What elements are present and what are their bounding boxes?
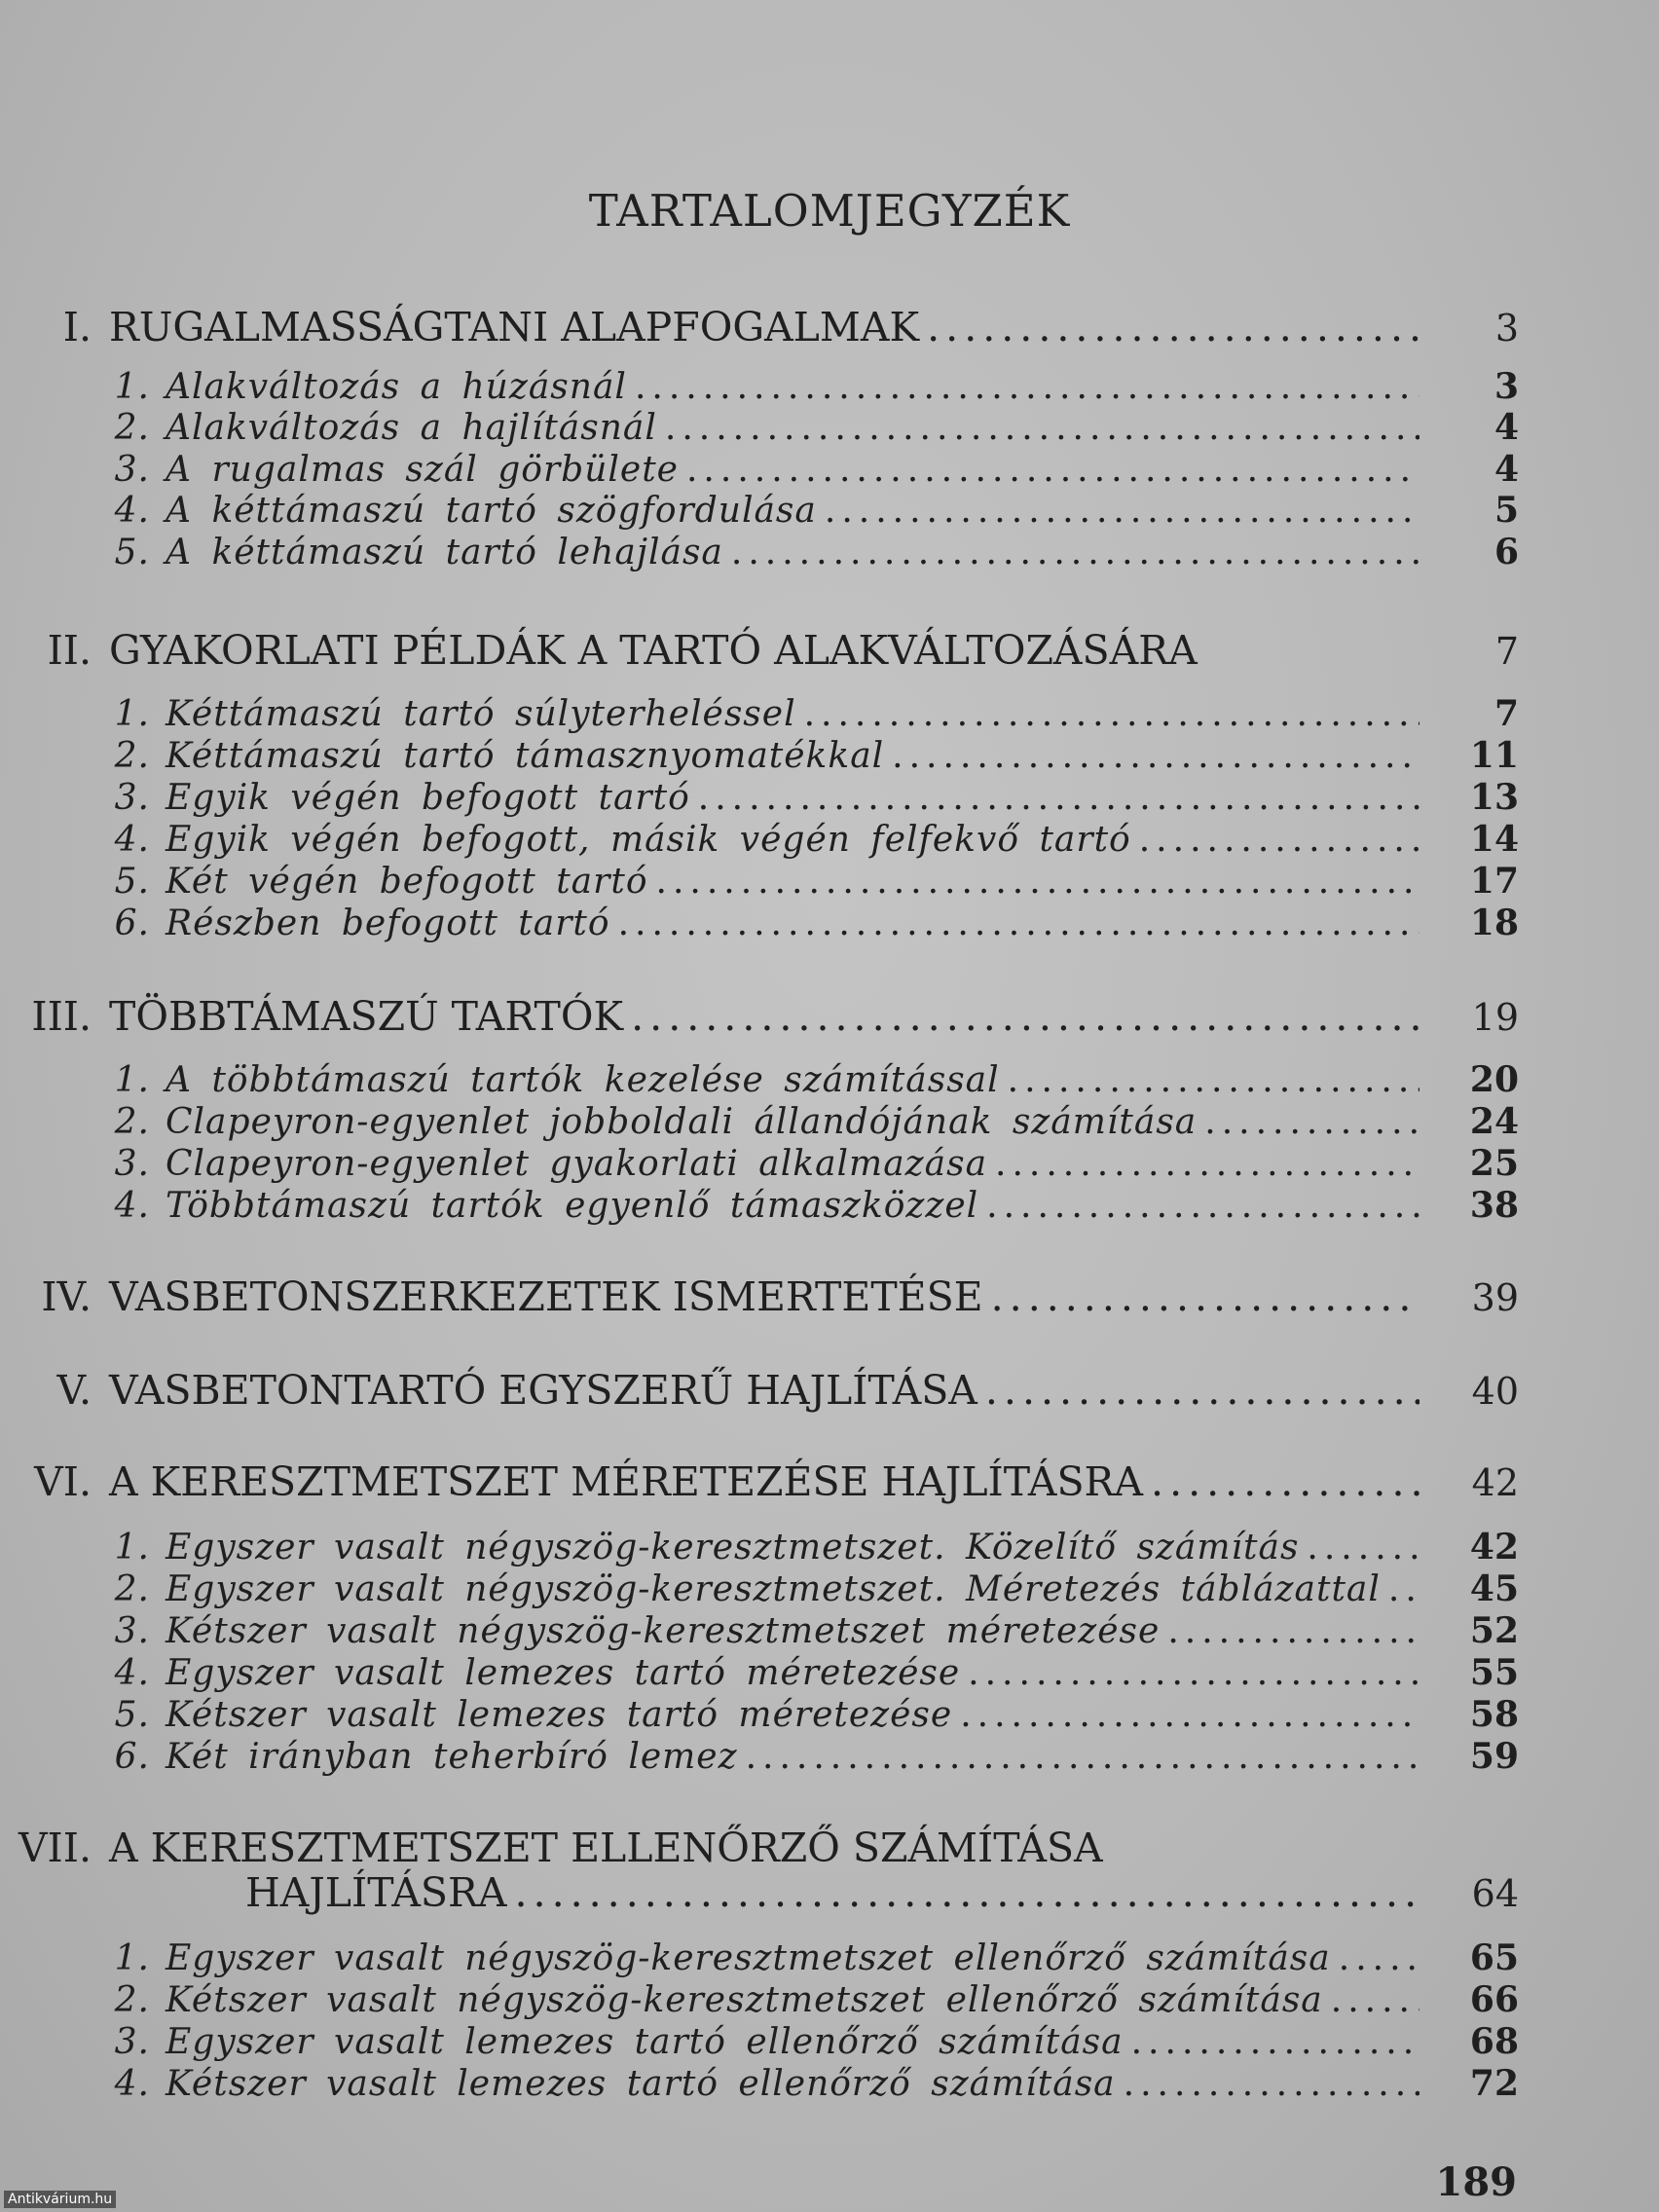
item-title: A kéttámaszú tartó szögfordulása — [166, 491, 817, 531]
section-page: 42 — [1471, 1461, 1519, 1504]
toc-item: 1. A többtámaszú tartók kezelése számítással ..... 20 — [107, 1059, 1519, 1100]
item-title: Kétszer vasalt lemezes tartó méretezése — [166, 1695, 953, 1735]
section-number: IV. — [41, 1273, 92, 1320]
dot-leader — [1339, 1938, 1419, 1978]
dot-leader — [825, 491, 1419, 531]
toc-item: 4. A kéttámaszú tartó szögfordulása ..... 5 — [107, 490, 1519, 531]
item-title: Két végén befogott tartó — [166, 862, 648, 902]
toc-section-3 — [0, 993, 1519, 1040]
item-title: Kétszer vasalt lemezes tartó ellenőrző számítása — [166, 2064, 1116, 2104]
toc-section-1 — [0, 304, 1519, 350]
dot-leader — [1307, 1528, 1419, 1567]
item-title: Alakváltozás a hajlításnál — [166, 408, 657, 448]
item-title: Alakváltozás a húzásnál — [166, 367, 627, 407]
item-page: 7 — [1493, 693, 1519, 734]
toc-item: 2. Egyszer vasalt négyszög-keresztmetszet. Méretezés táblázattal ..... 45 — [107, 1568, 1519, 1609]
toc-item: 4. Többtámaszú tartók egyenlő támaszközzel ..... 38 — [107, 1185, 1519, 1226]
toc-section-5 — [0, 1367, 1519, 1414]
dot-leader — [656, 862, 1420, 902]
dot-leader — [731, 533, 1419, 572]
item-page: 58 — [1469, 1694, 1519, 1735]
dot-leader — [892, 736, 1419, 776]
section-number: I. — [62, 304, 92, 350]
section-number: V. — [56, 1367, 92, 1414]
toc-item: 1. Egyszer vasalt négyszög-keresztmetszet ellenőrző számítása ..... 65 — [107, 1937, 1519, 1978]
item-title: Többtámaszú tartók egyenlő támaszközzel — [166, 1186, 979, 1226]
toc-item: 3. Kétszer vasalt négyszög-keresztmetszet méretezése ..... 52 — [107, 1610, 1519, 1651]
dot-leader — [1331, 1980, 1419, 2020]
dot-leader — [631, 993, 1419, 1040]
item-title: Kétszer vasalt négyszög-keresztmetszet méretezése — [166, 1611, 1161, 1651]
item-page: 24 — [1469, 1101, 1519, 1142]
dot-leader — [1388, 1569, 1419, 1609]
section-number: II. — [47, 627, 92, 674]
item-title: A kéttámaszú tartó lehajlása — [166, 533, 723, 572]
toc-item: 5. A kéttámaszú tartó lehajlása ..... 6 — [107, 532, 1519, 572]
dot-leader — [665, 408, 1419, 448]
item-page: 68 — [1469, 2021, 1519, 2062]
item-page: 11 — [1469, 735, 1519, 776]
dot-leader — [1139, 820, 1419, 860]
dot-leader — [960, 1695, 1419, 1735]
toc-item: 1. Alakváltozás a húzásnál ..... 3 — [107, 366, 1519, 407]
item-page: 13 — [1469, 777, 1519, 818]
section-title: A KERESZTMETSZET MÉRETEZÉSE HAJLÍTÁSRA — [109, 1458, 1144, 1505]
section-title: A KERESZTMETSZET ELLENŐRZŐ SZÁMÍTÁSA — [109, 1825, 1103, 1871]
item-title: Egyszer vasalt négyszög-keresztmetszet ellenőrző számítása — [166, 1938, 1331, 1978]
toc-item: 3. A rugalmas szál görbülete ..... 4 — [107, 449, 1519, 490]
dot-leader — [686, 450, 1419, 490]
watermark-label: Antikvárium.hu — [4, 2191, 116, 2208]
toc-item: 2. Kéttámaszú tartó támasznyomatékkal ..... 11 — [107, 735, 1519, 776]
toc-item: 4. Egyik végén befogott, másik végén felfekvő tartó ..... 14 — [107, 819, 1519, 860]
dot-leader — [635, 367, 1419, 407]
item-title: Kéttámaszú tartó támasznyomatékkal — [166, 736, 885, 776]
item-title: Egyik végén befogott, másik végén felfekvő tartó — [166, 820, 1131, 860]
item-page: 45 — [1469, 1568, 1519, 1609]
item-title: Egyszer vasalt lemezes tartó ellenőrző számítása — [166, 2022, 1124, 2062]
dot-leader — [804, 694, 1419, 734]
dot-leader — [1204, 1102, 1419, 1142]
toc-section-7 — [0, 1825, 1519, 1871]
toc-item: 4. Kétszer vasalt lemezes tartó ellenőrző számítása ..... 72 — [107, 2063, 1519, 2104]
item-title: A rugalmas szál görbülete — [166, 450, 679, 490]
section-page: 64 — [1471, 1872, 1519, 1915]
section-page: 39 — [1471, 1276, 1519, 1319]
dot-leader — [991, 1273, 1419, 1320]
toc-item: 2. Clapeyron-egyenlet jobboldali állandójának számítása ..... 24 — [107, 1101, 1519, 1142]
item-page: 65 — [1469, 1937, 1519, 1978]
item-page: 55 — [1469, 1652, 1519, 1693]
item-title: Egyszer vasalt négyszög-keresztmetszet. Közelítő számítás — [166, 1528, 1300, 1567]
item-page: 25 — [1469, 1143, 1519, 1184]
item-page: 59 — [1469, 1736, 1519, 1777]
toc-item: 3. Egyszer vasalt lemezes tartó ellenőrző számítása ..... 68 — [107, 2021, 1519, 2062]
section-number: III. — [31, 993, 92, 1040]
section-title: VASBETONSZERKEZETEK ISMERTETÉSE — [109, 1273, 983, 1320]
item-page: 17 — [1469, 861, 1519, 902]
item-page: 6 — [1493, 532, 1519, 572]
item-title: Clapeyron-egyenlet gyakorlati alkalmazása — [166, 1144, 988, 1184]
dot-leader — [1167, 1611, 1419, 1651]
item-page: 5 — [1493, 490, 1519, 531]
dot-leader — [1131, 2022, 1419, 2062]
section-title: TÖBBTÁMASZÚ TARTÓK — [109, 993, 624, 1040]
toc-item: 3. Clapeyron-egyenlet gyakorlati alkalmazása ..... 25 — [107, 1143, 1519, 1184]
section-page: 7 — [1494, 630, 1519, 673]
item-page: 42 — [1469, 1527, 1519, 1567]
item-page: 18 — [1469, 903, 1519, 943]
item-page: 20 — [1469, 1059, 1519, 1100]
item-page: 4 — [1493, 407, 1519, 448]
toc-item: 1. Egyszer vasalt négyszög-keresztmetszet. Közelítő számítás ..... 42 — [107, 1527, 1519, 1567]
section-number: VI. — [34, 1458, 92, 1505]
section-page: 19 — [1471, 996, 1519, 1039]
page-number: 189 — [1435, 2159, 1517, 2205]
item-page: 3 — [1493, 366, 1519, 407]
item-title: Egyszer vasalt négyszög-keresztmetszet. Méretezés táblázattal — [166, 1569, 1381, 1609]
dot-leader — [985, 1367, 1419, 1414]
item-page: 66 — [1469, 1979, 1519, 2020]
section-title: GYAKORLATI PÉLDÁK A TARTÓ ALAKVÁLTOZÁSÁRA — [109, 627, 1198, 674]
section-page: 40 — [1471, 1370, 1519, 1413]
item-title: Kéttámaszú tartó súlyterheléssel — [166, 694, 796, 734]
dot-leader — [1124, 2064, 1419, 2104]
toc-section-6 — [0, 1458, 1519, 1505]
dot-leader — [986, 1186, 1419, 1226]
page-title: TARTALOMJEGYZÉK — [588, 185, 1071, 237]
item-page: 38 — [1469, 1185, 1519, 1226]
dot-leader — [968, 1653, 1419, 1693]
item-title: Két irányban teherbíró lemez — [166, 1737, 738, 1777]
toc-item: 2. Alakváltozás a hajlításnál ..... 4 — [107, 407, 1519, 448]
item-title: Kétszer vasalt négyszög-keresztmetszet ellenőrző számítása — [166, 1980, 1323, 2020]
toc-item: 2. Kétszer vasalt négyszög-keresztmetszet ellenőrző számítása ..... 66 — [107, 1979, 1519, 2020]
item-page: 72 — [1469, 2063, 1519, 2104]
toc-item: 4. Egyszer vasalt lemezes tartó méretezése ..... 55 — [107, 1652, 1519, 1693]
dot-leader — [1008, 1060, 1419, 1100]
section-title: RUGALMASSÁGTANI ALAPFOGALMAK — [109, 304, 920, 350]
dot-leader — [698, 778, 1419, 818]
section-title: VASBETONTARTÓ EGYSZERŰ HAJLÍTÁSA — [109, 1367, 977, 1414]
dot-leader — [1151, 1458, 1419, 1505]
item-page: 52 — [1469, 1610, 1519, 1651]
item-page: 14 — [1469, 819, 1519, 860]
toc-item: 6. Részben befogott tartó ..... 18 — [107, 903, 1519, 943]
section-title-continued: HAJLÍTÁSRA — [245, 1869, 507, 1916]
dot-leader — [995, 1144, 1419, 1184]
item-title: A többtámaszú tartók kezelése számítással — [166, 1060, 1000, 1100]
toc-item: 5. Kétszer vasalt lemezes tartó méretezése ..... 58 — [107, 1694, 1519, 1735]
toc-item: 1. Kéttámaszú tartó súlyterheléssel ..... 7 — [107, 693, 1519, 734]
dot-leader — [618, 903, 1419, 943]
section-number: VII. — [18, 1825, 92, 1871]
dot-leader — [746, 1737, 1419, 1777]
item-title: Egyszer vasalt lemezes tartó méretezése — [166, 1653, 961, 1693]
dot-leader — [927, 304, 1419, 350]
item-title: Részben befogott tartó — [166, 903, 610, 943]
toc-item: 5. Két végén befogott tartó ..... 17 — [107, 861, 1519, 902]
item-title: Clapeyron-egyenlet jobboldali állandójának számítása — [166, 1102, 1198, 1142]
dot-leader — [515, 1869, 1419, 1916]
toc-section-4 — [0, 1273, 1519, 1320]
item-page: 4 — [1493, 449, 1519, 490]
item-title: Egyik végén befogott tartó — [166, 778, 690, 818]
toc-section-7-continued — [0, 1869, 1519, 1916]
toc-item: 3. Egyik végén befogott tartó ..... 13 — [107, 777, 1519, 818]
toc-section-2 — [0, 627, 1519, 674]
toc-item: 6. Két irányban teherbíró lemez ..... 59 — [107, 1736, 1519, 1777]
section-page: 3 — [1494, 307, 1519, 350]
